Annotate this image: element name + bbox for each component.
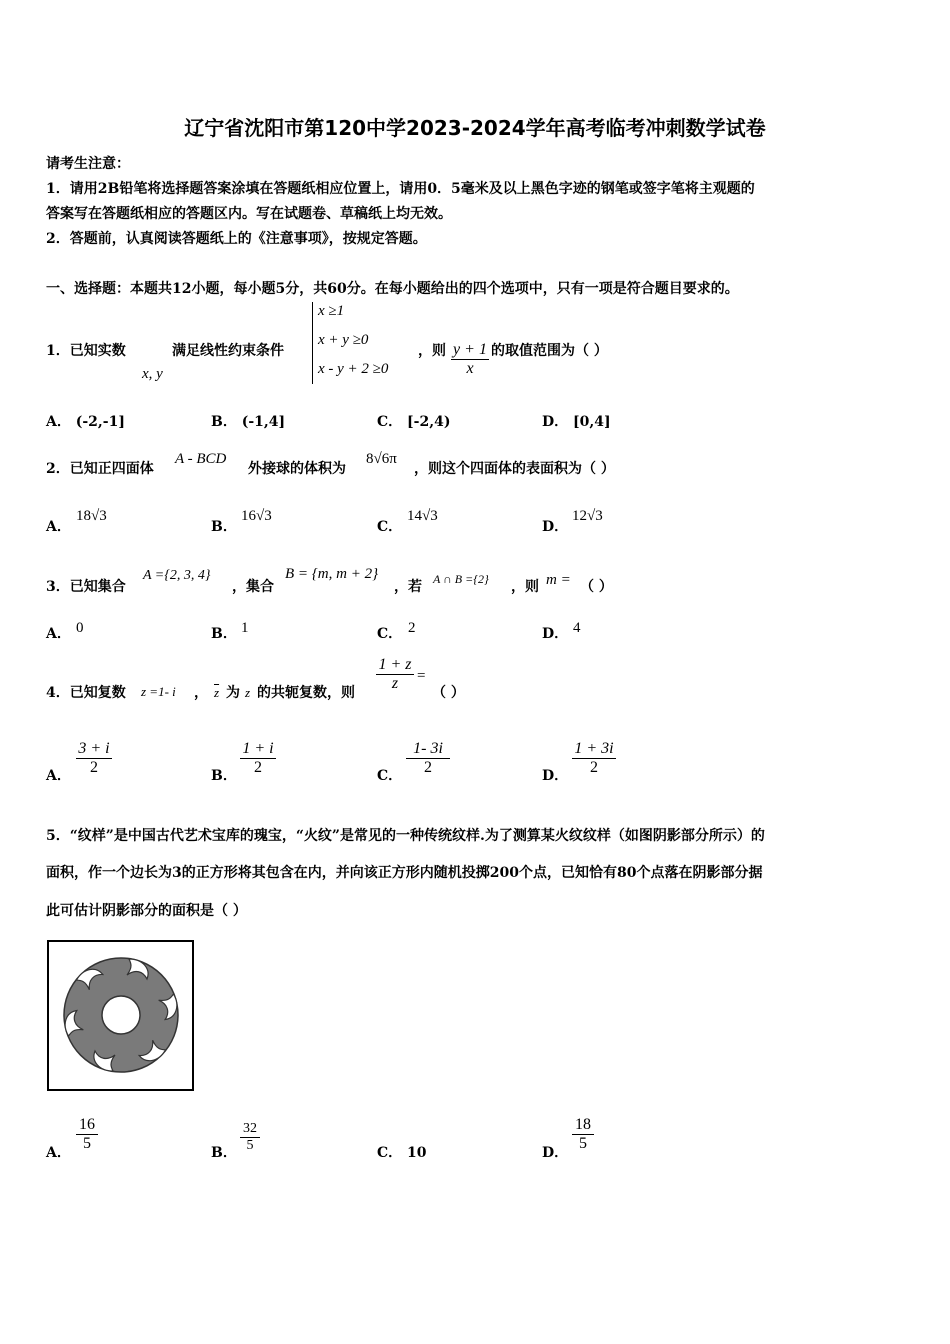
q3-option-c-label: C．	[377, 626, 403, 642]
q5-line-2: 面积，作一个边长为3的正方形将其包含在内，并向该正方形内随机投掷200个点，已知恰有80个点落在阴影部分据	[46, 865, 763, 881]
q3-option-d-label: D．	[542, 626, 569, 642]
q2-option-b-value: 16√3	[241, 508, 272, 524]
q3-suffix: （ ）	[580, 579, 613, 595]
q1-prefix: 1．已知实数	[46, 343, 126, 359]
q3-m: m =	[546, 572, 571, 588]
q4-option-b-label: B．	[211, 768, 237, 784]
section-heading: 一、选择题：本题共12小题，每小题5分，共60分。在每小题给出的四个选项中，只有一项是符合题目要求的。	[46, 281, 739, 297]
q4-zbar: $\overline{z}$	[214, 685, 220, 700]
q2-suffix: ，则这个四面体的表面积为（ ）	[414, 461, 615, 477]
q2-option-a-label: A．	[46, 519, 71, 535]
q1-constraint-3: x - y + 2 ≥0	[318, 361, 389, 377]
notice-heading: 请考生注意：	[46, 156, 130, 172]
q2-option-c-value: 14√3	[407, 508, 438, 524]
q3-option-b-value: 1	[241, 620, 249, 636]
q5-line-3: 此可估计阴影部分的面积是（ ）	[46, 903, 247, 919]
q1-option-c: C． [-2,4)	[377, 414, 451, 430]
q1-brace	[312, 302, 313, 384]
q4-z: z	[245, 685, 251, 700]
q2-option-d-label: D．	[542, 519, 569, 535]
q2-option-c-label: C．	[377, 519, 403, 535]
q4-option-c-frac: $\frac{1- 3i}{2}$	[406, 740, 450, 777]
q4-frac-num: 1 + z	[376, 656, 414, 675]
q4-suffix: （ ）	[432, 685, 465, 701]
q4-equals: =	[417, 668, 426, 684]
q3-set-a: A ={2, 3, 4}	[143, 568, 211, 583]
q5-option-b-label: B．	[211, 1145, 237, 1161]
q3-option-d-value: 4	[573, 620, 581, 636]
q4-option-d-frac: $\frac{1 + 3i}{2}$	[572, 740, 616, 777]
q3-option-c-value: 2	[408, 620, 416, 636]
q5-option-d-label: D．	[542, 1145, 569, 1161]
q4-option-a-label: A．	[46, 768, 71, 784]
q3-ze: ，则	[511, 579, 539, 595]
q4-wei: 为	[226, 685, 240, 701]
q1-constraint-2: x + y ≥0	[318, 332, 369, 348]
q5-option-c: C． 10	[377, 1145, 427, 1161]
page-title: 辽宁省沈阳市第120中学2023-2024学年高考临考冲刺数学试卷	[184, 116, 766, 140]
q2-tetrahedron: A - BCD	[175, 451, 227, 467]
q5-option-a-frac: $\frac{16}{5}$	[76, 1116, 98, 1153]
notice-line-2: 2．答题前，认真阅读答题纸上的《注意事项》，按规定答题。	[46, 231, 427, 247]
fire-pattern-figure	[47, 940, 195, 1092]
q4-mid: 的共轭复数，则	[257, 685, 355, 701]
q2-option-a-value: 18√3	[76, 508, 107, 524]
q3-condition: A ∩ B ={2}	[433, 572, 489, 586]
q1-vars: x, y	[142, 366, 163, 382]
q4-option-a-frac: $\frac{3 + i}{2}$	[76, 740, 112, 777]
q2-prefix: 2．已知正四面体	[46, 461, 154, 477]
q3-ruo: ，若	[394, 579, 422, 595]
q4-comma: ，	[194, 685, 208, 701]
q3-set-b: B = {m, m + 2}	[285, 566, 379, 582]
q5-option-d-frac: $\frac{18}{5}$	[572, 1116, 594, 1153]
q3-option-b-label: B．	[211, 626, 237, 642]
q1-constraint-1: x ≥1	[318, 303, 345, 319]
q3-prefix: 3．已知集合	[46, 579, 126, 595]
q4-z-def: z =1- i	[141, 684, 176, 699]
notice-line-1a: 1．请用2B铅笔将选择题答案涂填在答题纸相应位置上，请用0．5毫米及以上黑色字迹的钢笔或签字笔将主观题的	[46, 181, 755, 197]
q5-option-a-label: A．	[46, 1145, 71, 1161]
q3-option-a-label: A．	[46, 626, 71, 642]
q1-option-b: B． (-1,4]	[211, 414, 286, 430]
q2-mid: 外接球的体积为	[248, 461, 346, 477]
q4-option-c-label: C．	[377, 768, 403, 784]
q1-suffix: 的取值范围为（ ）	[491, 343, 608, 359]
q1-then: ，则	[418, 343, 446, 359]
q1-fraction	[451, 341, 489, 378]
q5-option-b-frac: $\frac{32}{5}$	[240, 1121, 260, 1154]
pattern-center-hole	[102, 996, 140, 1034]
q5-line-1: 5．“纹样”是中国古代艺术宝库的瑰宝，“火纹”是常见的一种传统纹样.为了测算某火纹纹样（如图阴影部分所示）的	[46, 828, 765, 844]
q2-option-d-value: 12√3	[572, 508, 603, 524]
q4-prefix: 4．已知复数	[46, 685, 126, 701]
q2-volume: 8√6π	[366, 451, 397, 467]
q4-fraction	[376, 656, 414, 693]
q4-option-d-label: D．	[542, 768, 569, 784]
notice-line-1b: 答案写在答题纸相应的答题区内。写在试题卷、草稿纸上均无效。	[46, 206, 452, 222]
q4-frac-den: z	[391, 675, 399, 692]
q2-option-b-label: B．	[211, 519, 237, 535]
q1-frac-den: x	[466, 360, 474, 377]
q1-option-a: A． (-2,-1]	[46, 414, 125, 430]
q1-option-d: D． [0,4]	[542, 414, 611, 430]
q4-option-b-frac: $\frac{1 + i}{2}$	[240, 740, 276, 777]
q3-option-a-value: 0	[76, 620, 84, 636]
q3-mid: ，集合	[232, 579, 274, 595]
q1-mid: 满足线性约束条件	[172, 343, 284, 359]
q1-frac-num: y + 1	[451, 341, 489, 360]
